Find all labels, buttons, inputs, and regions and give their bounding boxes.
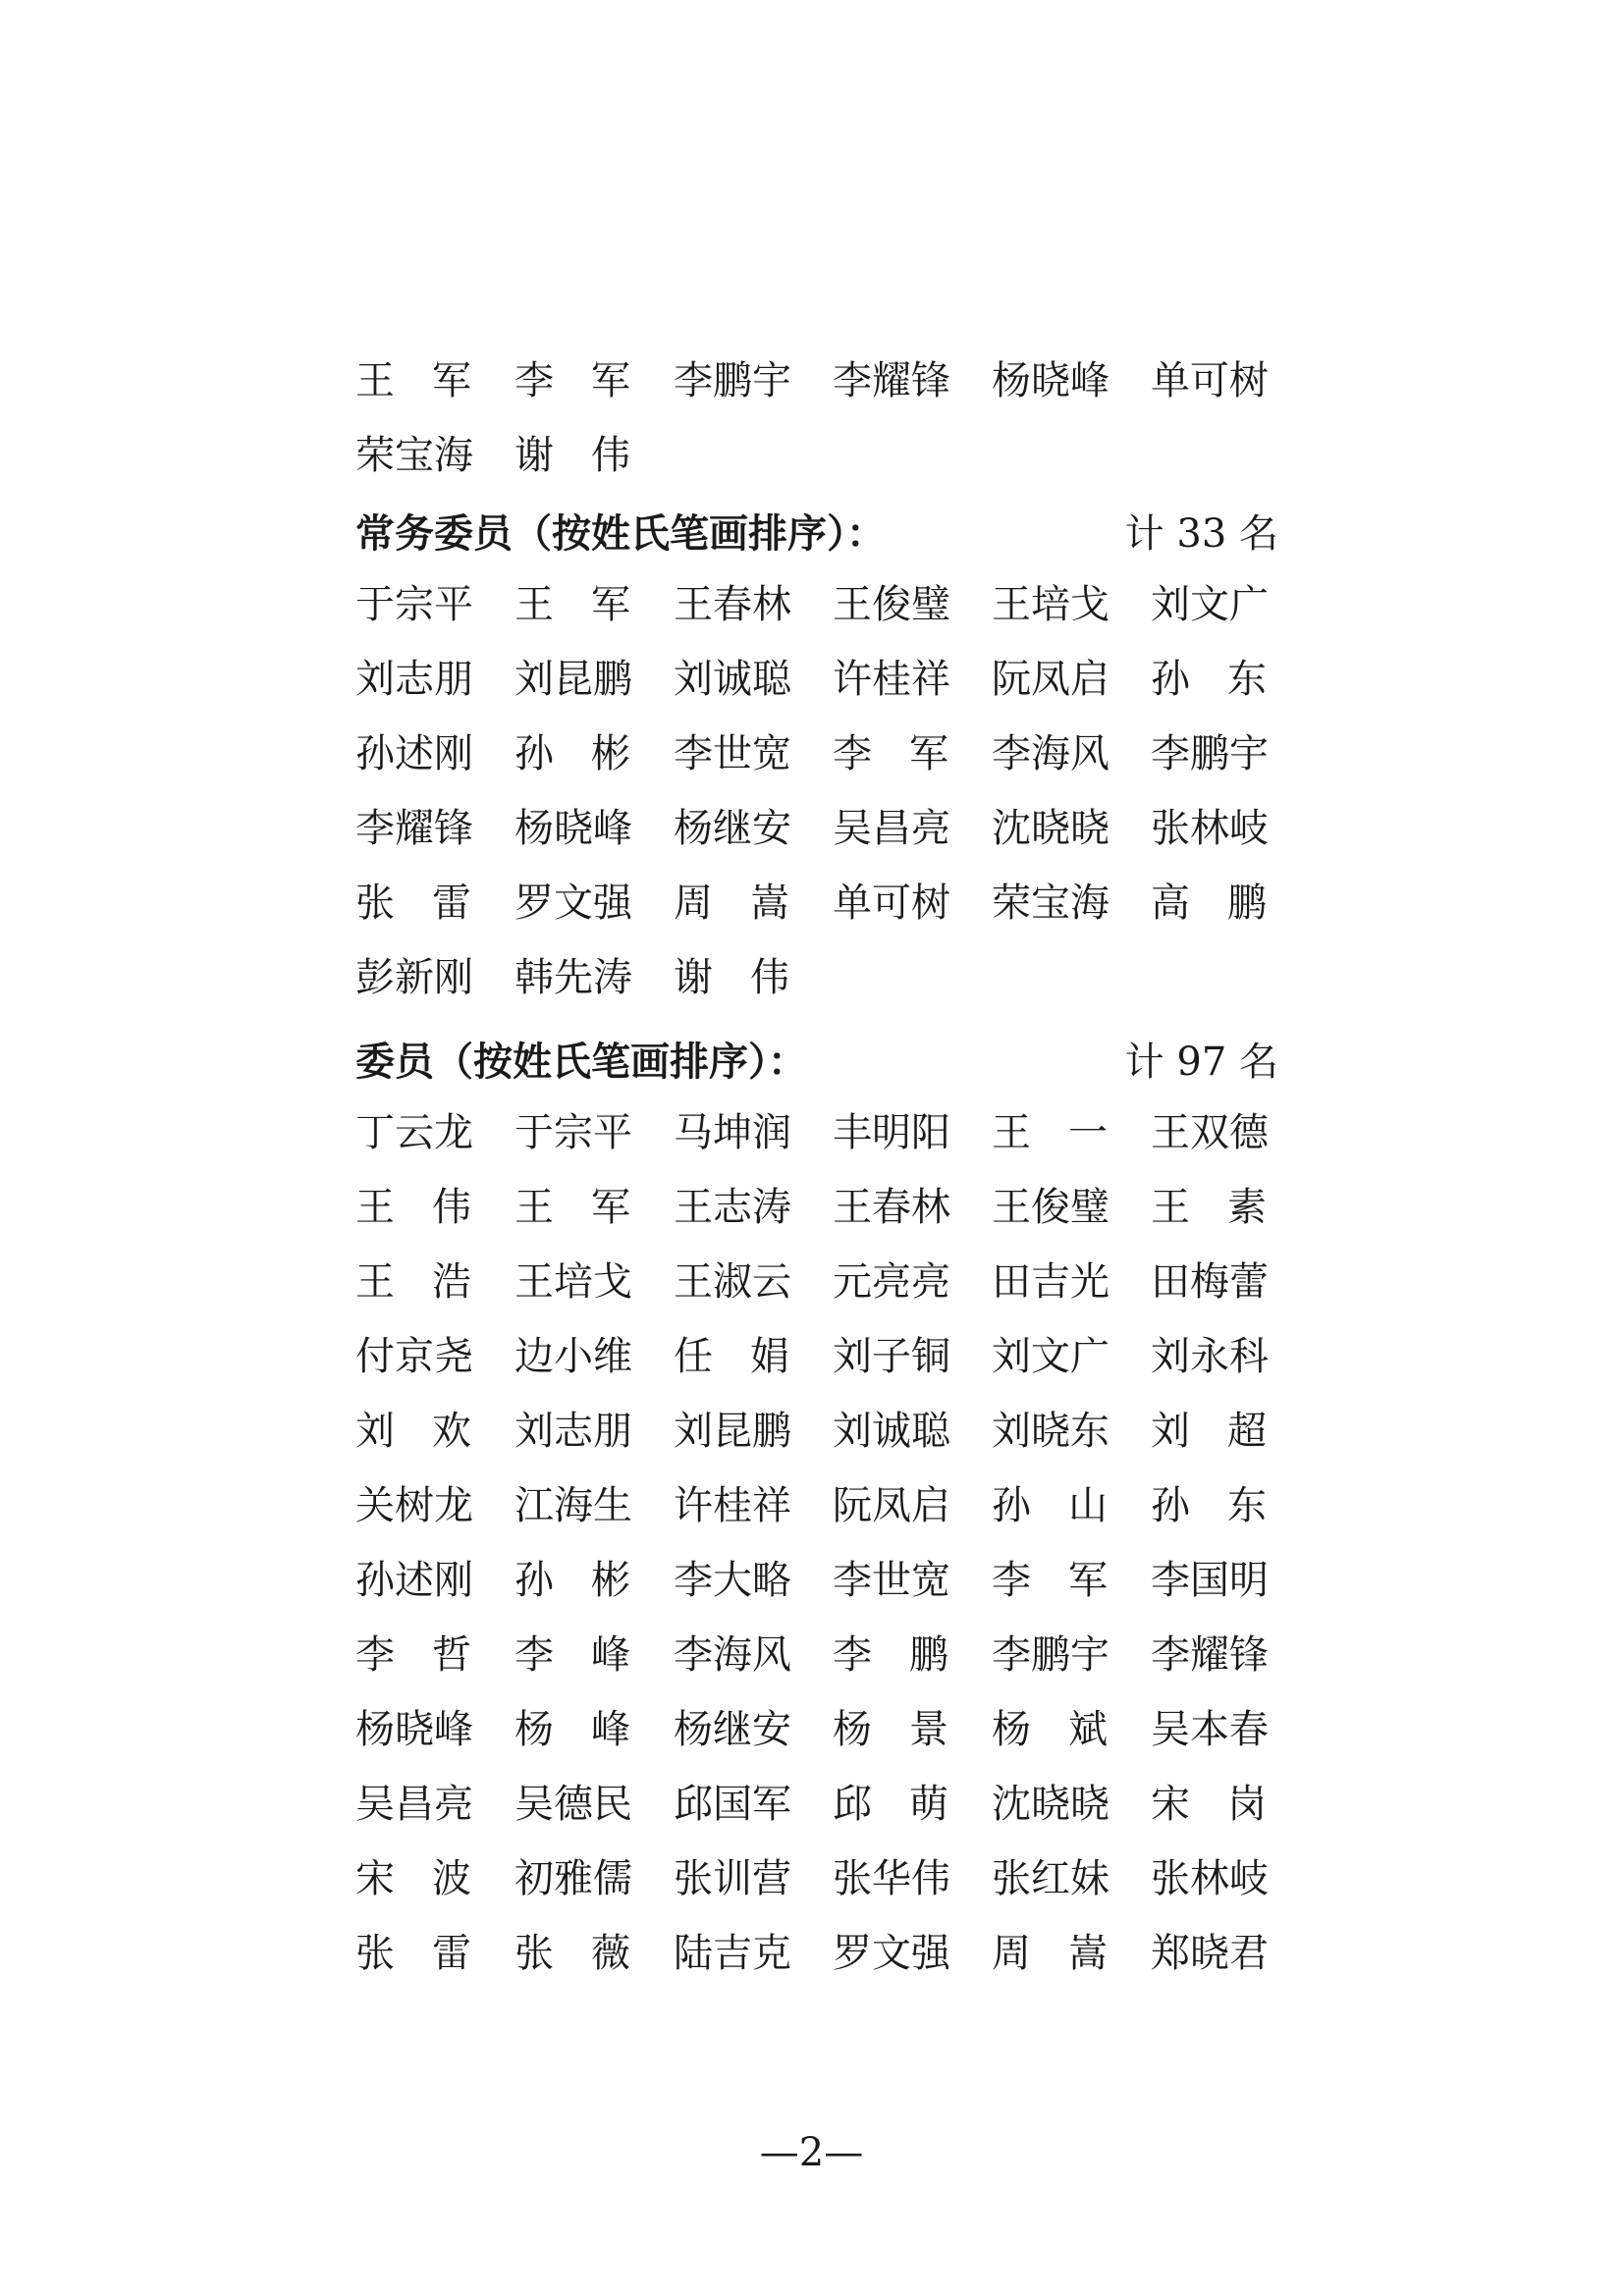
person-name: 张 林 岐 (1151, 806, 1269, 851)
name-row (355, 1842, 1278, 1916)
name-row (355, 1170, 1278, 1245)
person-name: 刘 昆 鹏 (514, 657, 632, 702)
person-name: 王 志 涛 (674, 1185, 791, 1230)
person-name: 丁 云 龙 (355, 1110, 473, 1155)
name-row (355, 642, 1278, 717)
name-row (355, 940, 1278, 1015)
person-name: 刘 诚 聪 (674, 657, 791, 702)
person-name: 王 军 (514, 1185, 630, 1230)
name-list (355, 344, 1278, 1991)
person-name: 孙 东 (1151, 1483, 1267, 1528)
person-name: 李 军 (514, 358, 630, 403)
person-name: 李 世 宽 (833, 1558, 950, 1603)
person-name: 刘 欢 (355, 1409, 471, 1454)
person-name: 孙 述 刚 (355, 731, 473, 776)
person-name: 刘 子 铜 (833, 1334, 950, 1379)
members-count: 计 97 名 (1124, 1039, 1278, 1085)
person-name: 孙 东 (1151, 657, 1267, 702)
person-name: 李 哲 (355, 1632, 471, 1678)
person-name: 罗 文 强 (514, 881, 632, 926)
person-name: 刘 晓 东 (992, 1409, 1109, 1454)
person-name: 王 双 德 (1151, 1110, 1269, 1155)
person-name: 孙 述 刚 (355, 1558, 473, 1603)
name-row (355, 1245, 1278, 1319)
person-name: 王 春 林 (833, 1185, 950, 1230)
person-name: 李 耀 锋 (355, 806, 473, 851)
person-name: 李 海 风 (674, 1632, 791, 1678)
person-name: 张 华 伟 (833, 1856, 950, 1901)
person-name: 张 雷 (355, 881, 471, 926)
person-name: 孙 山 (992, 1483, 1108, 1528)
members-heading (355, 1021, 1278, 1095)
person-name: 马 坤 润 (674, 1110, 791, 1155)
person-name: 王 军 (355, 358, 471, 403)
person-name: 张 红 妹 (992, 1856, 1109, 1901)
person-name: 刘 诚 聪 (833, 1409, 950, 1454)
person-name: 田 吉 光 (992, 1259, 1109, 1305)
person-name: 李 军 (833, 731, 948, 776)
person-name: 杨 继 安 (674, 806, 791, 851)
person-name: 于 宗 平 (514, 1110, 632, 1155)
person-name: 许 桂 祥 (674, 1483, 791, 1528)
person-name: 杨 峰 (514, 1707, 630, 1752)
person-name: 王 一 (992, 1110, 1108, 1155)
person-name: 丰 明 阳 (833, 1110, 950, 1155)
person-name: 谢 伟 (514, 433, 630, 478)
person-name: 江 海 生 (514, 1483, 632, 1528)
person-name: 吴 昌 亮 (355, 1782, 473, 1827)
person-name: 邱 国 军 (674, 1782, 791, 1827)
person-name: 荣 宝 海 (992, 881, 1109, 926)
person-name: 高 鹏 (1151, 881, 1267, 926)
person-name: 杨 继 安 (674, 1707, 791, 1752)
person-name: 刘 志 朋 (355, 657, 473, 702)
person-name: 付 京 尧 (355, 1334, 473, 1379)
name-row (355, 344, 1278, 418)
person-name: 王 春 林 (674, 582, 791, 627)
person-name: 阮 凤 启 (833, 1483, 950, 1528)
person-name: 周 嵩 (674, 881, 789, 926)
top-name-block (355, 344, 1278, 493)
name-row (355, 1543, 1278, 1618)
person-name: 张 训 营 (674, 1856, 791, 1901)
person-name: 阮 凤 启 (992, 657, 1109, 702)
person-name: 任 娟 (674, 1334, 789, 1379)
person-name: 陆 吉 克 (674, 1931, 791, 1976)
person-name: 周 嵩 (992, 1931, 1108, 1976)
person-name: 许 桂 祥 (833, 657, 950, 702)
standing-committee-list (355, 567, 1278, 1015)
person-name: 张 雷 (355, 1931, 471, 1976)
name-row (355, 418, 1278, 493)
name-row (355, 717, 1278, 791)
person-name: 田 梅 蕾 (1151, 1259, 1269, 1305)
person-name: 郑 晓 君 (1151, 1931, 1269, 1976)
person-name: 关 树 龙 (355, 1483, 473, 1528)
name-row (355, 1319, 1278, 1394)
person-name: 元 亮 亮 (833, 1259, 950, 1305)
person-name: 初 雅 儒 (514, 1856, 632, 1901)
person-name: 李 国 明 (1151, 1558, 1269, 1603)
person-name: 刘 超 (1151, 1409, 1267, 1454)
person-name: 李 世 宽 (674, 731, 791, 776)
members-list (355, 1095, 1278, 1991)
person-name: 王 伟 (355, 1185, 471, 1230)
person-name: 王 军 (514, 582, 630, 627)
person-name: 王 培 戈 (992, 582, 1109, 627)
name-row (355, 866, 1278, 940)
person-name: 王 淑 云 (674, 1259, 791, 1305)
person-name: 边 小 维 (514, 1334, 632, 1379)
person-name: 彭 新 刚 (355, 955, 473, 1000)
person-name: 王 浩 (355, 1259, 471, 1305)
person-name: 张 林 岐 (1151, 1856, 1269, 1901)
person-name: 李 鹏 (833, 1632, 948, 1678)
person-name: 罗 文 强 (833, 1931, 950, 1976)
person-name: 刘 文 广 (1151, 582, 1269, 627)
person-name: 王 培 戈 (514, 1259, 632, 1305)
person-name: 李 峰 (514, 1632, 630, 1678)
person-name: 李 大 略 (674, 1558, 791, 1603)
person-name: 刘 昆 鹏 (674, 1409, 791, 1454)
person-name: 荣 宝 海 (355, 433, 473, 478)
person-name: 孙 彬 (514, 1558, 630, 1603)
name-row (355, 1767, 1278, 1842)
name-row (355, 1468, 1278, 1543)
person-name: 宋 岗 (1151, 1782, 1267, 1827)
person-name: 杨 斌 (992, 1707, 1108, 1752)
name-row (355, 791, 1278, 866)
person-name: 王 素 (1151, 1185, 1267, 1230)
person-name: 邱 萌 (833, 1782, 948, 1827)
name-row (355, 1692, 1278, 1767)
person-name: 杨 晓 峰 (355, 1707, 473, 1752)
person-name: 单 可 树 (1151, 358, 1269, 403)
name-row (355, 1095, 1278, 1170)
person-name: 刘 永 科 (1151, 1334, 1269, 1379)
person-name: 李 耀 锋 (1151, 1632, 1269, 1678)
members-heading-text: 委员（按姓氏笔画排序）： (355, 1039, 807, 1085)
name-row (355, 567, 1278, 642)
person-name: 张 薇 (514, 1931, 630, 1976)
person-name: 李 鹏 宇 (992, 1632, 1109, 1678)
person-name: 宋 波 (355, 1856, 471, 1901)
person-name: 刘 文 广 (992, 1334, 1109, 1379)
person-name: 李 鹏 宇 (1151, 731, 1269, 776)
person-name: 王 俊 璧 (992, 1185, 1109, 1230)
page-number: —2— (759, 2130, 864, 2175)
person-name: 吴 本 春 (1151, 1707, 1269, 1752)
person-name: 杨 晓 峰 (992, 358, 1109, 403)
person-name: 于 宗 平 (355, 582, 473, 627)
name-row (355, 1916, 1278, 1991)
name-row (355, 1394, 1278, 1468)
person-name: 孙 彬 (514, 731, 630, 776)
person-name: 杨 景 (833, 1707, 948, 1752)
person-name: 吴 昌 亮 (833, 806, 950, 851)
person-name: 单 可 树 (833, 881, 950, 926)
standing-heading-text: 常务委员（按姓氏笔画排序）： (355, 510, 886, 557)
person-name: 王 俊 璧 (833, 582, 950, 627)
person-name: 李 军 (992, 1558, 1108, 1603)
person-name: 韩 先 涛 (514, 955, 632, 1000)
person-name: 李 海 风 (992, 731, 1109, 776)
person-name: 谢 伟 (674, 955, 789, 1000)
standing-count: 计 33 名 (1124, 510, 1278, 557)
person-name: 李 耀 锋 (833, 358, 950, 403)
standing-committee-heading (355, 493, 1278, 567)
name-row (355, 1618, 1278, 1692)
person-name: 吴 德 民 (514, 1782, 632, 1827)
person-name: 杨 晓 峰 (514, 806, 632, 851)
person-name: 沈 晓 晓 (992, 1782, 1109, 1827)
person-name: 刘 志 朋 (514, 1409, 632, 1454)
person-name: 李 鹏 宇 (674, 358, 791, 403)
person-name: 沈 晓 晓 (992, 806, 1109, 851)
